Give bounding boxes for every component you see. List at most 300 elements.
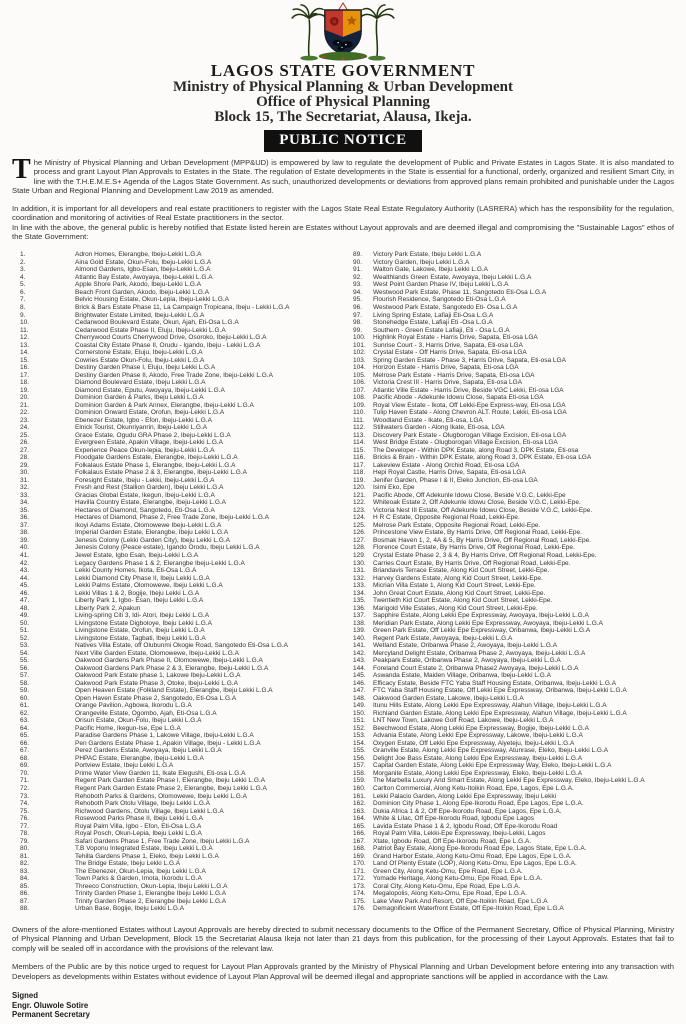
estate-item-text: Living Spring Estate, Lafiaji Eti-Osa L.G.A <box>373 311 494 319</box>
estate-item-number: 162. <box>353 800 366 808</box>
estate-list-item <box>343 499 686 507</box>
estate-list-item <box>343 544 686 552</box>
estate-item-number: 156. <box>353 754 366 762</box>
estate-item-number: 38. <box>20 529 30 537</box>
estate-list-item <box>343 838 686 846</box>
estate-list-item <box>343 612 686 620</box>
estate-list-item <box>0 447 343 455</box>
estate-item-text: Victory Garden, Ibeju Lekki L.G.A <box>373 258 470 266</box>
estate-list-item <box>343 860 686 868</box>
estate-list-item <box>343 402 686 410</box>
estate-item-text: Yomade Heritage, Along Ketu-Omu, Epe Road, Epe L.G.A. <box>373 875 543 883</box>
estate-item-number: 63. <box>20 717 30 725</box>
estate-item-number: 65. <box>20 732 30 740</box>
estate-item-text: Stillwaters Garden - Along Ikate, Eti-osa, LGA <box>373 424 505 432</box>
estate-item-number: 89. <box>353 251 363 259</box>
estate-item-number: 22. <box>20 409 30 417</box>
estate-list-item <box>0 702 343 710</box>
estate-list-item <box>343 462 686 470</box>
estate-item-text: Dominion Garden & Park Annex, Elerangbe, Ibeju-Lekki L.G.A <box>75 401 254 409</box>
estate-item-number: 24. <box>20 424 30 432</box>
estate-item-number: 145. <box>353 672 366 680</box>
estate-item-text: Hectares of Diamond, Phase 2, Free Trade Zone, Ibeju-Lekki L.G.A <box>75 514 270 522</box>
estate-item-number: 111. <box>353 416 365 424</box>
estate-item-number: 140. <box>353 634 366 642</box>
estate-item-number: 39. <box>20 536 30 544</box>
estate-item-text: Foresight Estate, Ibeju - Lekki, Ibeju-Lekki L.G.A <box>75 476 215 484</box>
dropcap-letter: T <box>12 154 31 185</box>
estate-item-number: 68. <box>20 754 30 762</box>
estate-item-text: Melrose Park Estate, Opposite Regional Road, Lekki-Epe. <box>373 521 541 529</box>
estate-list-item <box>0 845 343 853</box>
estate-list-column-left <box>0 251 343 912</box>
estate-list-item <box>0 747 343 755</box>
estate-item-text: The Ebenezer, Okun-Lepia, Ibeju Lekki L.G.A <box>75 867 206 875</box>
estate-item-text: West Bridge Estate - Olugborogan Village Excision, Eti-osa LGA <box>373 439 558 447</box>
estate-item-text: Jenifer Garden, Phase I & II, Eleko Junction, Eti-osa LGA <box>373 476 538 484</box>
estate-list-item <box>343 770 686 778</box>
estate-item-number: 150. <box>353 709 366 717</box>
estate-list-item <box>343 364 686 372</box>
estate-item-text: Itunu Hills Estate, Along Lekki Epe Expressway, Alahun Village, Ibeju-Lekki L.G.A <box>373 702 607 710</box>
estate-item-number: 114. <box>353 439 366 447</box>
estate-item-number: 174. <box>353 890 366 898</box>
estate-list-item <box>0 560 343 568</box>
estate-item-number: 95. <box>353 296 363 304</box>
estate-item-text: Lekki Villas 1 & 2, Bogije, Ibeju Lekki L.G.A <box>75 589 200 597</box>
estate-item-text: Trinity Garden Phase 2, Elerangbe Ibeju Lekki L.G.A <box>75 897 227 905</box>
estate-item-text: Xtate, Igbodu Road, Off Epe-Ikorodu Road, Epe L.G.A. <box>373 837 532 845</box>
estate-item-text: Oakwood Gardens Park Phase 2 & 3, Elerangbe, Ibeju-Lekki L.G.A <box>75 664 269 672</box>
estate-item-number: 50. <box>20 619 30 627</box>
estate-list-item <box>0 522 343 530</box>
estate-item-number: 129. <box>353 552 366 559</box>
estate-item-number: 13. <box>20 341 30 349</box>
estate-item-text: Lekki Diamond City Phase II, Ibeju Lekki L.G.A <box>75 574 210 582</box>
estate-item-number: 123. <box>353 506 366 514</box>
estate-item-text: Woodland Estate - Ikate, Eti-osa, LGA <box>373 416 483 424</box>
estate-item-text: Florence Court Estate, By Harris Drive, Off Regional Road, Lekki-Epe. <box>373 544 575 552</box>
estate-item-text: Royal Palm Villa, Lekki-Epe Expressway, Ibeju-Lekki, Lagos <box>373 830 546 838</box>
estate-item-text: Folkalaus Estate Phase 2 & 3, Elerangbe, Ibeju-Lekki L.G.A <box>75 469 247 477</box>
estate-item-number: 149. <box>353 702 366 710</box>
estate-list-item <box>0 800 343 808</box>
estate-list-item <box>0 642 343 650</box>
estate-item-text: Mercyland Delight Estate, Oribanwa Phase 2, Awoyaya, Ibeju-Lekki L.G.A <box>373 649 586 657</box>
estate-list-item <box>343 740 686 748</box>
estate-item-text: Wealthlands Green Estate, Awoyaya, Ibeju Lekki L.G.A <box>373 273 532 281</box>
estate-item-text: Isimi Eko, Epe <box>373 484 415 492</box>
estate-item-text: Wetland Estate, Oribanwa Phase 2, Awoyaya, Ibeju-Lekki L.G.A <box>373 642 558 650</box>
estate-item-text: Safari Gardens Phase 1, Free Trade Zone, Ibeju Lekki L.G.A <box>75 837 250 845</box>
estate-item-text: Bosmak Haven 1, 2, 4A & 5, By Harris Drive, Off Regional Road, Lekki-Epe. <box>373 536 592 544</box>
estate-list-item <box>343 883 686 891</box>
estate-list-item <box>0 319 343 327</box>
estate-item-text: Rosewood Parks Phase II, Ibeju Lekki L.G.A <box>75 815 203 823</box>
estate-item-text: Urban Base, Bogije, Ibeju Lekki L.G.A <box>75 905 185 913</box>
estate-item-number: 122. <box>353 499 366 507</box>
estate-list-item <box>0 409 343 417</box>
estate-item-text: Victoria Crest III - Harris Drive, Sapata, Eti-osa LGA <box>373 379 523 387</box>
estate-item-number: 159. <box>353 777 366 785</box>
estate-item-number: 2. <box>20 258 26 266</box>
estate-item-number: 172. <box>353 875 366 883</box>
estate-list-item <box>0 627 343 635</box>
estate-list-item <box>343 868 686 876</box>
estate-list-item <box>343 417 686 425</box>
estate-list-item <box>0 717 343 725</box>
estate-item-text: Threeco Construction, Okun-Lepia, Ibeju Lekki L.G.A <box>75 882 228 890</box>
estate-list-item <box>343 823 686 831</box>
estate-list-item <box>343 537 686 545</box>
estate-item-text: Elnick Tourist, Okunriyanrin, Ibeju-Lekki L.G.A <box>75 424 208 432</box>
estate-list-item <box>0 883 343 891</box>
estate-item-number: 51. <box>20 627 30 635</box>
estate-list-item <box>0 590 343 598</box>
estate-item-number: 97. <box>353 311 363 319</box>
estate-item-text: Granville Estate, Along Lekki Epe Expressway, Atunrase, Eleko, Ibeju-Lekki L.G.A <box>373 747 609 755</box>
estate-item-text: Victory Park Estate, Ibeju Lekki L.G.A <box>373 251 482 259</box>
estate-item-text: Havilla Country Estate, Elerangbe, Ibeju-Lekki L.G.A <box>75 499 227 507</box>
estate-item-number: 20. <box>20 394 30 402</box>
estate-list-item <box>0 860 343 868</box>
estate-list-item <box>343 702 686 710</box>
estate-item-number: 16. <box>20 364 30 372</box>
estate-item-text: Whiteoak Estate 2, Off Adekunle Idowu Close, Beside V.G.C, Lekki-Epe. <box>373 499 581 507</box>
estate-list-item <box>343 529 686 537</box>
estate-list-item <box>343 342 686 350</box>
estate-item-number: 25. <box>20 431 30 439</box>
estate-item-number: 62. <box>20 709 30 717</box>
estate-item-number: 73. <box>20 792 30 800</box>
estate-item-text: John Great Court Estate, Along Kid Court Street, Lekki-Epe. <box>373 589 546 597</box>
estate-item-number: 130. <box>353 559 366 567</box>
estate-list-item <box>0 755 343 763</box>
estate-item-number: 42. <box>20 559 30 567</box>
estate-item-number: 12. <box>20 334 30 342</box>
estate-item-text: The Developer - Within DPK Estate, along Road 3, DPK Estate, Eti-osa <box>373 446 579 454</box>
estate-item-number: 75. <box>20 807 30 815</box>
estate-item-text: Prime Water View Garden 11, Ikate Elegushi, Eti-osa L.G.A <box>75 769 246 777</box>
estate-list-item <box>343 477 686 485</box>
estate-item-number: 171. <box>353 867 366 875</box>
estate-item-text: Brightwater Estate Limited, Ibeju-Lekki L.G.A <box>75 311 205 319</box>
estate-list-item <box>343 732 686 740</box>
estate-list-item <box>343 394 686 402</box>
estate-list-item <box>0 875 343 883</box>
estate-item-number: 6. <box>20 288 26 296</box>
estate-item-number: 138. <box>353 619 366 627</box>
estate-item-number: 165. <box>353 822 366 830</box>
estate-item-number: 41. <box>20 552 30 559</box>
estate-item-number: 108. <box>353 394 366 402</box>
estate-item-text: Spring Garden Estate - Phase 3, Harris Drive, Sapata, Eti-osa LGA <box>373 356 566 364</box>
estate-item-number: 17. <box>20 371 30 379</box>
estate-item-text: PHPAC Estate, Elerangbe, Ibeju-Lekki L.G.A <box>75 754 204 762</box>
estate-item-text: Morganite Estate, Along Lekki Epe Expressway, Eleko, Ibeju-Lekki L.G.A <box>373 769 583 777</box>
estate-list-item <box>0 281 343 289</box>
estate-item-text: Jewel Estate, Igbo Esan, Ibeju-Lekki L.G.A <box>75 552 199 559</box>
estate-item-text: Westwood Park Estate, Phase 11, Sangotedo Eti-Osa L.G.A <box>373 288 547 296</box>
estate-item-number: 173. <box>353 882 366 890</box>
estate-list-item <box>0 657 343 665</box>
estate-item-number: 112. <box>353 424 366 432</box>
estate-list-item <box>343 853 686 861</box>
estate-item-number: 110. <box>353 409 366 417</box>
footer-section <box>12 925 674 1020</box>
estate-item-number: 87. <box>20 897 30 905</box>
estate-list-item <box>0 417 343 425</box>
signatory-name: Engr. Oluwole Sotire <box>12 1000 89 1010</box>
estate-item-text: Flourish Residence, Sangotedo Eti-Osa L.G.A <box>373 296 506 304</box>
estate-item-text: Liberty Park 2, Apakun <box>75 604 141 612</box>
estate-list-item <box>343 605 686 613</box>
estate-item-number: 105. <box>353 371 366 379</box>
estate-item-number: 47. <box>20 597 30 605</box>
estate-item-number: 53. <box>20 642 30 650</box>
estate-item-number: 19. <box>20 386 30 394</box>
estate-list-item <box>343 387 686 395</box>
estate-item-number: 131. <box>353 567 366 575</box>
estate-item-number: 161. <box>353 792 366 800</box>
estate-item-number: 90. <box>353 258 363 266</box>
estate-list-item <box>0 251 343 259</box>
estate-item-text: Town Parks & Garden, Imota, Ikorodu L.G.A <box>75 875 202 883</box>
estate-item-number: 103. <box>353 356 366 364</box>
estate-item-number: 26. <box>20 439 30 447</box>
estate-item-text: Richland Garden Estate, Along Lekki Epe Expressway, Alahun Village, Ibeju-Lekki L.G.A <box>373 709 627 717</box>
estate-list-item <box>0 499 343 507</box>
estate-list-item <box>343 349 686 357</box>
estate-list-item <box>343 281 686 289</box>
estate-list-item <box>0 898 343 906</box>
estate-item-text: Oakwood Park Estate Phase 3, Otoke, Ibeju-Lekki L.G.A <box>75 679 238 687</box>
estate-item-number: 94. <box>353 288 363 296</box>
estate-item-number: 82. <box>20 860 30 868</box>
estate-item-text: Aswanda Estate, Maiden Village, Oribanwa, Ibeju-Lekki L.G.A <box>373 672 552 680</box>
estate-item-text: Grace Estate, Ogudu GRA Phase 2, Ibeju-Lekki L.G.A <box>75 431 231 439</box>
ministry-title: Ministry of Physical Planning & Urban Development <box>173 79 513 95</box>
estate-list-item <box>343 469 686 477</box>
estate-item-text: Livingstone Estate, Tagbati, Ibeju Lekki L.G.A <box>75 634 206 642</box>
estate-list-item <box>343 582 686 590</box>
estate-item-number: 21. <box>20 401 30 409</box>
estate-item-text: Cornerstone Estate, Eluju, Ibeju-Lekki L.G.A <box>75 349 203 357</box>
estate-list-item <box>343 680 686 688</box>
estate-list-item <box>0 259 343 267</box>
estate-item-text: Orangeville Estate, Ogombo, Ajah, Eti-Osa L.G.A <box>75 709 217 717</box>
estate-list-item <box>343 296 686 304</box>
estate-item-number: 115. <box>353 446 366 454</box>
estate-item-text: Legacy Gardens Phase 1 & 2, Elerangbe Ibeju-Lekki L.G.A <box>75 559 245 567</box>
estate-item-number: 84. <box>20 875 30 883</box>
estate-item-text: Highlink Royal Estate - Harris Drive, Sapata, Eti-osa LGA <box>373 334 538 342</box>
estate-item-number: 121. <box>353 491 366 499</box>
estate-item-text: Lake View Park And Resort, Off Epe-Itoikin Road, Epe L.G.A <box>373 897 548 905</box>
estate-list-item <box>0 770 343 778</box>
estate-item-text: Discovery Park Estate - Olugborogan Village Excision, Eti-osa LGA <box>373 431 567 439</box>
estate-item-number: 141. <box>353 642 366 650</box>
office-title: Office of Physical Planning <box>256 94 430 110</box>
estate-item-number: 52. <box>20 634 30 642</box>
estate-item-text: Westwood Park Estate, Sangotedo Eti- Osa L.G.A <box>373 303 518 311</box>
estate-item-number: 60. <box>20 694 30 702</box>
estate-item-text: Adron Homes, Elerangbe, Ibeju-Lekki L.G.A <box>75 251 202 259</box>
estate-item-text: Harvey Gardens Estate, Along Kid Court Street, Lekki-Epe. <box>373 574 543 582</box>
estate-item-number: 66. <box>20 739 30 747</box>
signatory-title: Permanent Secretary <box>12 1010 91 1020</box>
estate-item-text: Belvic Housing Estate, Okun-Lepia, Ibeju-Lekki L.G.A <box>75 296 229 304</box>
estate-list-item <box>0 387 343 395</box>
estate-item-text: Fresh and Rest (Stallion Garden), Ibeju Lekki L.G.A <box>75 484 224 492</box>
estate-list-item <box>0 304 343 312</box>
signed-label: Signed <box>12 991 38 1001</box>
estate-item-number: 136. <box>353 604 366 612</box>
estate-item-text: Lekki Palms Estate, Olomowewe, Ibeju Lekki L.G.A <box>75 582 223 590</box>
estate-item-text: Briandavis Terrace Estate, Along Kid Court Street, Lekki-Epe. <box>373 567 550 575</box>
estate-item-text: Atlantic Ville Estate - Harris Drive, Beside VGC Lekki, Eti-osa LGA <box>373 386 564 394</box>
estate-list-item <box>343 484 686 492</box>
estate-list-item <box>0 905 343 913</box>
estate-list-item <box>343 717 686 725</box>
estate-item-number: 91. <box>353 266 363 274</box>
estate-list-item <box>343 454 686 462</box>
estate-item-text: Beach Front Garden, Akodo, Ibeju-Lekki L.G.A <box>75 288 210 296</box>
estate-item-number: 28. <box>20 454 30 462</box>
intro-paragraph-1: The Ministry of Physical Planning and Urban Development (MPP&UD) is empowered by law to regulate the development of Public and Private Estates in Lagos State. It is also mandated to process and grant Layout Plan Approvals to Estates in the State. The regulation of Estate developments in the State is essential for a functional, orderly, organized and resilient Smart City, in line with the T.H.E.M.E.S+ Agenda of the Lagos State Government. As such, unauthorized developments or deviations from approved plans remain prohibited and punishable under the Lagos State Urban and Regional Planning and Development Law 2019 as amended. <box>12 154 674 195</box>
estate-item-number: 153. <box>353 732 366 740</box>
estate-list-item <box>343 875 686 883</box>
estate-item-text: Evergreen Estate, Apakin Village, Ibeju-Lekki L.G.A <box>75 439 224 447</box>
estate-list-item <box>343 327 686 335</box>
estate-list-item <box>0 342 343 350</box>
estate-item-number: 176. <box>353 905 366 913</box>
estate-list-item <box>0 785 343 793</box>
estate-item-number: 175. <box>353 897 366 905</box>
estate-item-number: 81. <box>20 852 30 860</box>
estate-list-item <box>0 379 343 387</box>
estate-item-number: 11. <box>20 326 29 334</box>
estate-item-text: Micrian Villa Estate 1, Along Kid Court Street, Lekki-Epe. <box>373 582 536 590</box>
estate-item-number: 15. <box>20 356 30 364</box>
estate-list-item <box>343 845 686 853</box>
estate-list-item <box>0 740 343 748</box>
estate-list-item <box>343 620 686 628</box>
estate-item-number: 71. <box>20 777 30 785</box>
estate-list-item <box>0 424 343 432</box>
government-title: LAGOS STATE GOVERNMENT <box>210 61 476 80</box>
estate-item-text: Efficacy Estate, Beside FTC Yaba Staff Housing Estate, Oribanwa, Ibeju-Lekki L.G.A <box>373 679 617 687</box>
estate-item-text: Royal Palm Villa, Igbo - Efon, Eti-Osa L.G.A <box>75 822 202 830</box>
estate-item-number: 32. <box>20 484 30 492</box>
estate-list-item <box>0 777 343 785</box>
estate-item-number: 168. <box>353 845 366 853</box>
estate-list-item <box>343 650 686 658</box>
estate-list-item <box>0 334 343 342</box>
estate-item-number: 134. <box>353 589 366 597</box>
estate-item-text: Walton Gate, Lakowe, Ibeju Lekki L.G.A <box>373 266 489 274</box>
estate-item-number: 86. <box>20 890 30 898</box>
estate-item-text: Sunrise Court - 3, Harris Drive, Sapata, Eti-osa LGA <box>373 341 523 349</box>
estate-item-number: 126. <box>353 529 366 537</box>
estate-list-item <box>0 266 343 274</box>
estate-list-item <box>0 815 343 823</box>
estate-list-item <box>343 890 686 898</box>
estate-item-text: Living-spring Citi 3, Idi- Atori, Ibeju Lekki L.G.A <box>75 612 210 620</box>
estate-list-item <box>343 898 686 906</box>
estate-list-item <box>343 357 686 365</box>
estate-item-number: 133. <box>353 582 366 590</box>
estate-item-text: Marigold Ville Estates, Along Kid Court Street, Lekki-Epe. <box>373 604 538 612</box>
estate-item-text: Coastal City Estate Phase II, Orudu - Igando, Ibeju - Lekki L.G.A <box>75 341 261 349</box>
estate-list-item <box>343 665 686 673</box>
estate-item-number: 55. <box>20 657 30 665</box>
estate-list-item <box>0 710 343 718</box>
estate-list-item <box>0 454 343 462</box>
estate-item-text: Atlantic Bay Estate, Awoyaya, Ibeju-Lekki L.G.A <box>75 273 213 281</box>
estate-item-number: 119. <box>353 476 366 484</box>
estate-list-item <box>0 544 343 552</box>
estate-item-number: 78. <box>20 830 30 838</box>
estate-item-number: 69. <box>20 762 30 770</box>
estate-item-number: 117. <box>353 461 366 469</box>
estate-list-item <box>0 582 343 590</box>
estate-item-text: Megalopolis, Along Ketu-Omu, Epe Road, Epe L.G.A. <box>373 890 527 898</box>
estate-list-item <box>343 793 686 801</box>
estate-item-text: Hepi Royal Castle, Harris Drive, Sapata, Eti-osa LGA <box>373 469 526 477</box>
estate-list-item <box>0 612 343 620</box>
estate-item-text: Livingstone Estate, Orofun, Ibeju Lekki L.G.A <box>75 627 205 635</box>
estate-list-item <box>343 590 686 598</box>
estate-item-text: Peakpark Estate, Oribanwa Phase 2, Awoyaya, Ibeju-Lekki L.G.A <box>373 657 561 665</box>
estate-item-number: 143. <box>353 657 366 665</box>
estate-item-number: 83. <box>20 867 30 875</box>
estate-list-item <box>343 710 686 718</box>
estate-list-item <box>343 259 686 267</box>
estate-list-item <box>343 560 686 568</box>
estate-list-item <box>0 597 343 605</box>
estate-list-item <box>0 838 343 846</box>
estate-item-text: Regent Park Estate, Awoyaya, Ibeju-Lekki L.G.A <box>373 634 513 642</box>
estate-list-item <box>0 620 343 628</box>
estate-item-number: 98. <box>353 319 363 327</box>
estate-item-text: Twentieth Kid Court Estate, Along Kid Court Street, Lekki-Epe. <box>373 597 553 605</box>
estate-list-item <box>0 823 343 831</box>
estate-item-text: Diamond Boulevard Estate, Ibeju Lekki L.G.A <box>75 379 206 387</box>
intro-section <box>12 154 674 242</box>
estate-item-text: Jenesis Colony (Peace estate), Igando Orodu, Ibeju Lekki L.G.A <box>75 544 260 552</box>
estate-list-item <box>0 364 343 372</box>
estate-item-number: 77. <box>20 822 30 830</box>
estate-list-item <box>343 507 686 515</box>
estate-item-text: Next Ville Garden Estate, Olomowewe, Ibeju-Lekki L.G.A <box>75 649 239 657</box>
estate-item-text: The Bridge Estate, Ibeju Lekki L.G.A <box>75 860 181 868</box>
estate-list-item <box>343 808 686 816</box>
estate-item-number: 8. <box>20 303 26 311</box>
estate-item-text: Advania Estate, Along Lekki Epe Expressway, Lakowe, Ibeju-Lekki L.G.A <box>373 732 583 740</box>
estate-list-item <box>343 319 686 327</box>
estate-list-item <box>0 552 343 560</box>
estate-item-text: Stonehedge Estate, Lafiaji Eti -Osa L.G.A <box>373 319 493 327</box>
estate-item-text: Cowries Estate Okun-Folu, Ibeju-Lekki L.G.A <box>75 356 205 364</box>
estate-item-number: 100. <box>353 334 366 342</box>
estate-list-item <box>0 732 343 740</box>
estate-item-number: 160. <box>353 784 366 792</box>
estate-list-item <box>343 672 686 680</box>
estate-list-item <box>0 537 343 545</box>
estate-item-text: Paradise Gardens Phase 1, Lakowe Village, Ibeju-Lekki L.G.A <box>75 732 254 740</box>
estate-item-number: 74. <box>20 800 30 808</box>
